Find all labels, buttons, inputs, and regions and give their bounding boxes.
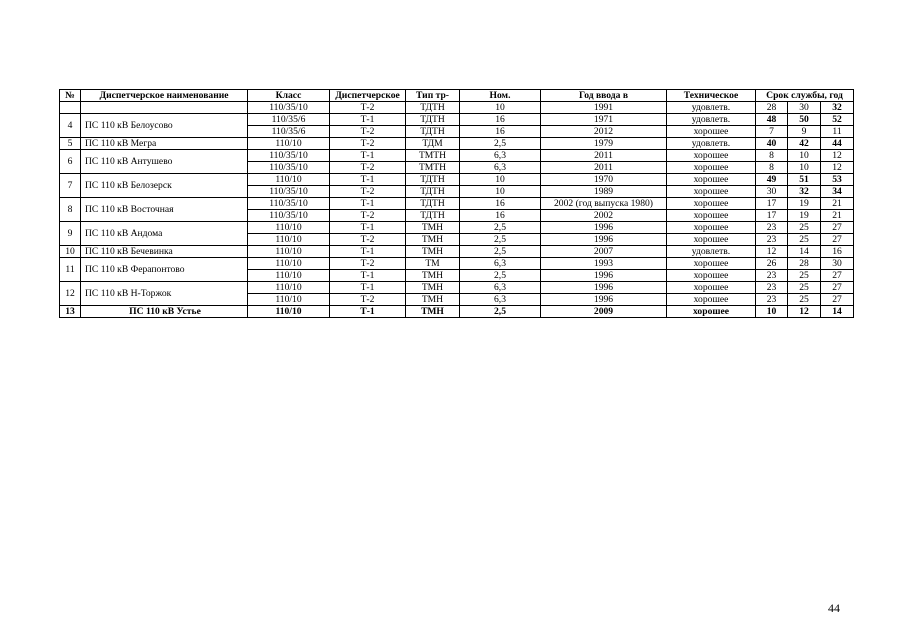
substation-name: ПС 110 кВ Андома <box>81 222 248 246</box>
nominal-power-cell: 2,5 <box>460 234 541 246</box>
header-service-life: Срок службы, год <box>756 90 854 102</box>
service-life-cell: 8 <box>756 162 788 174</box>
voltage-class-cell: 110/10 <box>248 234 330 246</box>
transformer-type-cell: ТМН <box>406 270 460 282</box>
dispatch-cell: Т-2 <box>330 162 406 174</box>
substation-name: ПС 110 кВ Антушево <box>81 150 248 174</box>
substation-name: ПС 110 кВ Мегра <box>81 138 248 150</box>
header-dispatch: Диспетчерское <box>330 90 406 102</box>
service-life-cell: 50 <box>788 114 821 126</box>
service-life-cell: 21 <box>821 210 854 222</box>
service-life-cell: 32 <box>821 102 854 114</box>
voltage-class-cell: 110/10 <box>248 222 330 234</box>
service-life-cell: 10 <box>788 162 821 174</box>
technical-state-cell: хорошее <box>667 174 756 186</box>
service-life-cell: 17 <box>756 210 788 222</box>
service-life-cell: 12 <box>788 306 821 318</box>
dispatch-cell: Т-1 <box>330 222 406 234</box>
dispatch-cell: Т-2 <box>330 126 406 138</box>
service-life-cell: 28 <box>788 258 821 270</box>
commission-year-cell: 1996 <box>541 234 667 246</box>
row-number: 4 <box>60 114 81 138</box>
technical-state-cell: хорошее <box>667 282 756 294</box>
table-row <box>60 222 854 234</box>
substation-name: ПС 110 кВ Н-Торжок <box>81 282 248 306</box>
nominal-power-cell: 2,5 <box>460 138 541 150</box>
voltage-class-cell: 110/35/10 <box>248 186 330 198</box>
dispatch-cell: Т-1 <box>330 246 406 258</box>
nominal-power-cell: 6,3 <box>460 162 541 174</box>
service-life-cell: 19 <box>788 198 821 210</box>
dispatch-cell: Т-1 <box>330 270 406 282</box>
technical-state-cell: хорошее <box>667 258 756 270</box>
dispatch-cell: Т-1 <box>330 174 406 186</box>
table-row <box>60 258 854 270</box>
nominal-power-cell: 2,5 <box>460 246 541 258</box>
header-nominal: Ном. <box>460 90 541 102</box>
table-row <box>60 102 854 114</box>
transformer-type-cell: ТМ <box>406 258 460 270</box>
commission-year-cell: 1996 <box>541 282 667 294</box>
row-number: 6 <box>60 150 81 174</box>
commission-year-cell: 1989 <box>541 186 667 198</box>
transformer-type-cell: ТМН <box>406 246 460 258</box>
technical-state-cell: хорошее <box>667 186 756 198</box>
commission-year-cell: 2011 <box>541 162 667 174</box>
voltage-class-cell: 110/35/10 <box>248 150 330 162</box>
header-transformer-type: Тип тр- <box>406 90 460 102</box>
nominal-power-cell: 6,3 <box>460 150 541 162</box>
technical-state-cell: хорошее <box>667 294 756 306</box>
nominal-power-cell: 10 <box>460 174 541 186</box>
row-number: 9 <box>60 222 81 246</box>
row-number: 10 <box>60 246 81 258</box>
voltage-class-cell: 110/35/10 <box>248 198 330 210</box>
nominal-power-cell: 16 <box>460 198 541 210</box>
nominal-power-cell: 10 <box>460 102 541 114</box>
dispatch-cell: Т-1 <box>330 114 406 126</box>
service-life-cell: 10 <box>788 150 821 162</box>
service-life-cell: 25 <box>788 270 821 282</box>
transformer-type-cell: ТМН <box>406 234 460 246</box>
dispatch-cell: Т-2 <box>330 234 406 246</box>
service-life-cell: 25 <box>788 222 821 234</box>
transformer-type-cell: ТДТН <box>406 186 460 198</box>
commission-year-cell: 1996 <box>541 294 667 306</box>
technical-state-cell: хорошее <box>667 234 756 246</box>
substation-name: ПС 110 кВ Белозерск <box>81 174 248 198</box>
service-life-cell: 27 <box>821 282 854 294</box>
service-life-cell: 26 <box>756 258 788 270</box>
service-life-cell: 28 <box>756 102 788 114</box>
commission-year-cell: 2011 <box>541 150 667 162</box>
service-life-cell: 19 <box>788 210 821 222</box>
voltage-class-cell: 110/35/6 <box>248 114 330 126</box>
service-life-cell: 8 <box>756 150 788 162</box>
technical-state-cell: хорошее <box>667 126 756 138</box>
technical-state-cell: хорошее <box>667 150 756 162</box>
row-number: 7 <box>60 174 81 198</box>
service-life-cell: 23 <box>756 270 788 282</box>
service-life-cell: 12 <box>756 246 788 258</box>
service-life-cell: 40 <box>756 138 788 150</box>
commission-year-cell: 1991 <box>541 102 667 114</box>
dispatch-cell: Т-2 <box>330 294 406 306</box>
substation-name: ПС 110 кВ Белоусово <box>81 114 248 138</box>
voltage-class-cell: 110/35/10 <box>248 162 330 174</box>
transformer-type-cell: ТДТН <box>406 210 460 222</box>
transformer-type-cell: ТМТН <box>406 150 460 162</box>
commission-year-cell: 2007 <box>541 246 667 258</box>
commission-year-cell: 1993 <box>541 258 667 270</box>
transformer-type-cell: ТМН <box>406 294 460 306</box>
nominal-power-cell: 2,5 <box>460 306 541 318</box>
service-life-cell: 7 <box>756 126 788 138</box>
transformer-type-cell: ТМН <box>406 222 460 234</box>
nominal-power-cell: 2,5 <box>460 222 541 234</box>
service-life-cell: 9 <box>788 126 821 138</box>
nominal-power-cell: 6,3 <box>460 258 541 270</box>
service-life-cell: 25 <box>788 234 821 246</box>
table-row <box>60 150 854 162</box>
service-life-cell: 34 <box>821 186 854 198</box>
header-class: Класс <box>248 90 330 102</box>
service-life-cell: 16 <box>821 246 854 258</box>
service-life-cell: 12 <box>821 150 854 162</box>
transformer-type-cell: ТМН <box>406 306 460 318</box>
commission-year-cell: 2002 <box>541 210 667 222</box>
service-life-cell: 11 <box>821 126 854 138</box>
commission-year-cell: 1996 <box>541 270 667 282</box>
dispatch-cell: Т-1 <box>330 198 406 210</box>
voltage-class-cell: 110/10 <box>248 294 330 306</box>
service-life-cell: 51 <box>788 174 821 186</box>
technical-state-cell: удовлетв. <box>667 102 756 114</box>
voltage-class-cell: 110/10 <box>248 258 330 270</box>
table-row <box>60 282 854 294</box>
row-number: 5 <box>60 138 81 150</box>
service-life-cell: 27 <box>821 294 854 306</box>
service-life-cell: 21 <box>821 198 854 210</box>
dispatch-cell: Т-2 <box>330 138 406 150</box>
dispatch-cell: Т-1 <box>330 282 406 294</box>
service-life-cell: 30 <box>788 102 821 114</box>
voltage-class-cell: 110/10 <box>248 282 330 294</box>
technical-state-cell: хорошее <box>667 306 756 318</box>
transformer-type-cell: ТДМ <box>406 138 460 150</box>
service-life-cell: 17 <box>756 198 788 210</box>
nominal-power-cell: 6,3 <box>460 294 541 306</box>
technical-state-cell: удовлетв. <box>667 114 756 126</box>
service-life-cell: 52 <box>821 114 854 126</box>
transformer-type-cell: ТДТН <box>406 114 460 126</box>
service-life-cell: 27 <box>821 234 854 246</box>
service-life-cell: 27 <box>821 270 854 282</box>
table-row <box>60 114 854 126</box>
table-row <box>60 198 854 210</box>
page-number: 44 <box>828 601 840 615</box>
service-life-cell: 25 <box>788 282 821 294</box>
table-row <box>60 246 854 258</box>
table-header-row <box>60 90 854 102</box>
row-number: 8 <box>60 198 81 222</box>
table-row <box>60 306 854 318</box>
technical-state-cell: удовлетв. <box>667 246 756 258</box>
transformer-type-cell: ТДТН <box>406 126 460 138</box>
row-number: 12 <box>60 282 81 306</box>
service-life-cell: 10 <box>756 306 788 318</box>
voltage-class-cell: 110/10 <box>248 174 330 186</box>
row-number: 13 <box>60 306 81 318</box>
table-body <box>60 102 854 318</box>
transformer-type-cell: ТДТН <box>406 198 460 210</box>
voltage-class-cell: 110/10 <box>248 246 330 258</box>
substation-name: ПС 110 кВ Ферапонтово <box>81 258 248 282</box>
dispatch-cell: Т-2 <box>330 210 406 222</box>
technical-state-cell: хорошее <box>667 198 756 210</box>
row-number <box>60 102 81 114</box>
service-life-cell: 53 <box>821 174 854 186</box>
nominal-power-cell: 2,5 <box>460 270 541 282</box>
commission-year-cell: 2002 (год выпуска 1980) <box>541 198 667 210</box>
nominal-power-cell: 16 <box>460 126 541 138</box>
technical-state-cell: хорошее <box>667 222 756 234</box>
service-life-cell: 48 <box>756 114 788 126</box>
service-life-cell: 23 <box>756 294 788 306</box>
voltage-class-cell: 110/10 <box>248 270 330 282</box>
technical-state-cell: хорошее <box>667 270 756 282</box>
commission-year-cell: 2009 <box>541 306 667 318</box>
dispatch-cell: Т-1 <box>330 306 406 318</box>
header-technical-state: Техническое <box>667 90 756 102</box>
nominal-power-cell: 16 <box>460 114 541 126</box>
nominal-power-cell: 10 <box>460 186 541 198</box>
nominal-power-cell: 6,3 <box>460 282 541 294</box>
substation-name: ПС 110 кВ Бечевинка <box>81 246 248 258</box>
technical-state-cell: удовлетв. <box>667 138 756 150</box>
nominal-power-cell: 16 <box>460 210 541 222</box>
service-life-cell: 32 <box>788 186 821 198</box>
header-dispatch-name: Диспетчерское наименование <box>81 90 248 102</box>
commission-year-cell: 1970 <box>541 174 667 186</box>
service-life-cell: 27 <box>821 222 854 234</box>
commission-year-cell: 1996 <box>541 222 667 234</box>
dispatch-cell: Т-2 <box>330 186 406 198</box>
service-life-cell: 14 <box>788 246 821 258</box>
service-life-cell: 30 <box>756 186 788 198</box>
dispatch-cell: Т-2 <box>330 102 406 114</box>
transformer-table <box>59 89 854 318</box>
commission-year-cell: 1979 <box>541 138 667 150</box>
table-row <box>60 138 854 150</box>
voltage-class-cell: 110/10 <box>248 306 330 318</box>
service-life-cell: 25 <box>788 294 821 306</box>
voltage-class-cell: 110/35/10 <box>248 210 330 222</box>
transformer-type-cell: ТДТН <box>406 174 460 186</box>
row-number: 11 <box>60 258 81 282</box>
commission-year-cell: 1971 <box>541 114 667 126</box>
voltage-class-cell: 110/35/6 <box>248 126 330 138</box>
service-life-cell: 44 <box>821 138 854 150</box>
service-life-cell: 14 <box>821 306 854 318</box>
dispatch-cell: Т-2 <box>330 258 406 270</box>
service-life-cell: 42 <box>788 138 821 150</box>
service-life-cell: 23 <box>756 234 788 246</box>
substation-name: ПС 110 кВ Устье <box>81 306 248 318</box>
service-life-cell: 12 <box>821 162 854 174</box>
voltage-class-cell: 110/10 <box>248 138 330 150</box>
commission-year-cell: 2012 <box>541 126 667 138</box>
transformer-type-cell: ТМН <box>406 282 460 294</box>
voltage-class-cell: 110/35/10 <box>248 102 330 114</box>
dispatch-cell: Т-1 <box>330 150 406 162</box>
transformer-type-cell: ТДТН <box>406 102 460 114</box>
table-row <box>60 174 854 186</box>
transformer-type-cell: ТМТН <box>406 162 460 174</box>
technical-state-cell: хорошее <box>667 210 756 222</box>
service-life-cell: 23 <box>756 222 788 234</box>
service-life-cell: 23 <box>756 282 788 294</box>
service-life-cell: 49 <box>756 174 788 186</box>
substation-name: ПС 110 кВ Восточная <box>81 198 248 222</box>
substation-name <box>81 102 248 114</box>
header-commission-year: Год ввода в <box>541 90 667 102</box>
technical-state-cell: хорошее <box>667 162 756 174</box>
service-life-cell: 30 <box>821 258 854 270</box>
header-number: № <box>60 90 81 102</box>
